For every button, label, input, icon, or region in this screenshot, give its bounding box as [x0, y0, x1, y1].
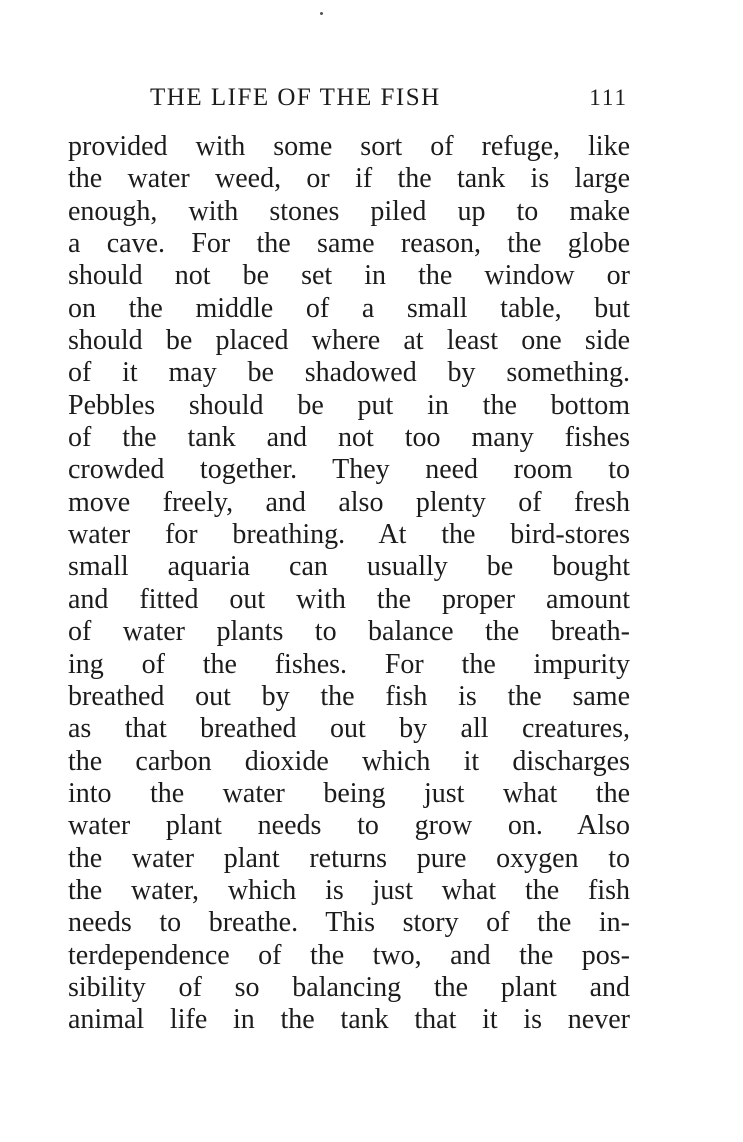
text-line: of the tank and not too many fishes	[68, 422, 630, 454]
text-line: the water weed, or if the tank is large	[68, 163, 630, 195]
text-line: on the middle of a small table, but	[68, 292, 630, 324]
text-line: sibility of so balancing the plant and	[68, 971, 630, 1003]
print-speck	[320, 12, 323, 15]
text-line: move freely, and also plenty of fresh	[68, 486, 630, 518]
text-line: water plant needs to grow on. Also	[68, 810, 630, 842]
running-head	[150, 82, 630, 114]
text-line: as that breathed out by all creatures,	[68, 713, 630, 745]
text-line: provided with some sort of refuge, like	[68, 131, 630, 162]
text-line: enough, with stones piled up to make	[68, 195, 630, 227]
text-line: the water, which is just what the fish	[68, 874, 630, 906]
running-title: THE LIFE OF THE FISH	[150, 84, 441, 111]
text-line: Pebbles should be put in the bottom	[68, 389, 630, 421]
text-line: should not be set in the window or	[68, 260, 630, 292]
text-line: needs to breathe. This story of the in-	[68, 907, 630, 939]
text-line: and fitted out with the proper amount	[68, 583, 630, 615]
text-line: should be placed where at least one side	[68, 325, 630, 357]
text-line: terdependence of the two, and the pos-	[68, 939, 630, 971]
text-line: crowded together. They need room to	[68, 454, 630, 486]
body-text	[68, 131, 630, 1037]
text-line: small aquaria can usually be bought	[68, 551, 630, 583]
text-line: ing of the fishes. For the impurity	[68, 648, 630, 680]
text-line: of water plants to balance the breath-	[68, 616, 630, 648]
text-line: a cave. For the same reason, the globe	[68, 228, 630, 260]
text-line: animal life in the tank that it is never	[68, 1004, 630, 1036]
page-number: 111	[589, 85, 628, 110]
text-line: breathed out by the fish is the same	[68, 680, 630, 712]
text-line: of it may be shadowed by something.	[68, 357, 630, 389]
text-line: into the water being just what the	[68, 777, 630, 809]
text-line: the water plant returns pure oxygen to	[68, 842, 630, 874]
text-line: water for breathing. At the bird-stores	[68, 519, 630, 551]
text-line: the carbon dioxide which it discharges	[68, 745, 630, 777]
